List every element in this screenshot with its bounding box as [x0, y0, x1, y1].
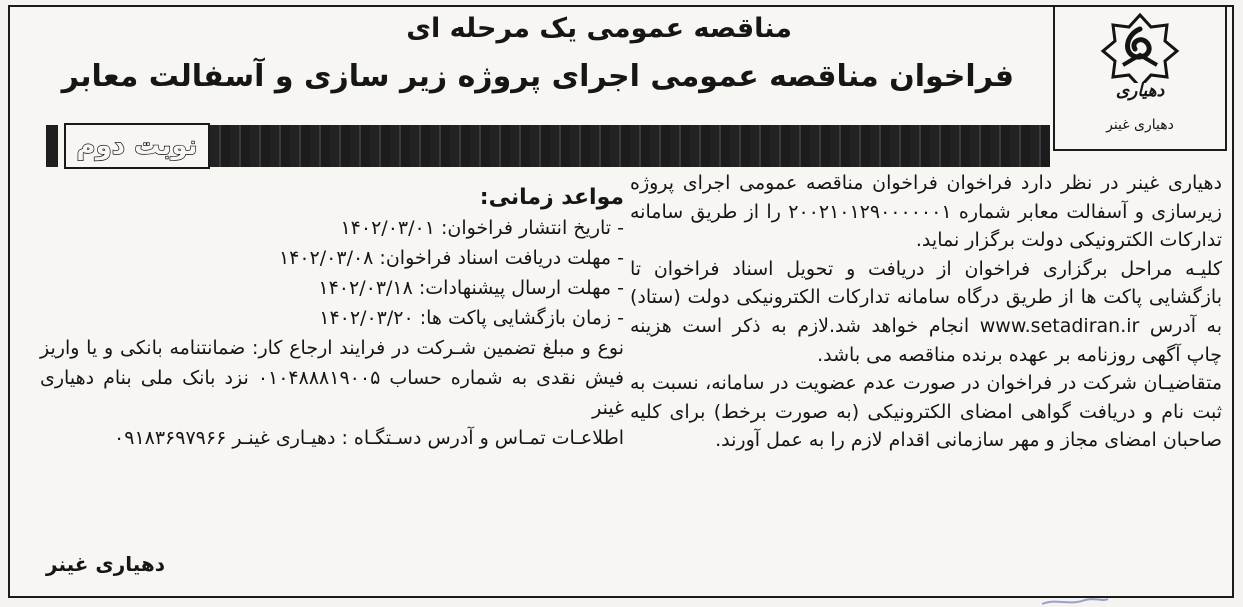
dehyari-emblem-icon: [1075, 11, 1205, 83]
round-badge: نوبت دوم: [64, 123, 210, 169]
announcement-frame: [8, 5, 1234, 598]
logo-wordmark: دهیاری: [1115, 81, 1165, 101]
schedule-item-document-deadline: - مهلت دریافت اسناد فراخوان: ۱۴۰۲/۰۳/۰۸: [278, 247, 624, 269]
decorative-band-end: [46, 125, 58, 167]
body-paragraph-2: کلیـه مراحل برگزاری فراخوان از دریافت و تحویل اسناد فراخوان تا بازگشایی پاکت ها از طریق درگاه سامانه تدارکات الکترونیکی دولت (ستاد) به آدرس www.setadiran.ir انجام خواهد شد.لازم به ذکر است هزینه چاپ آگهی روزنامه بر عهده برنده مناقصه می باشد.: [630, 257, 1222, 366]
title-line-2: فراخوان مناقصه عمومی اجرای پروژه زیر سازی و آسفالت معابر: [61, 59, 1014, 94]
schedule-section: [40, 183, 624, 453]
schedule-item-opening-date: - زمان بازگشایی پاکت ها: ۱۴۰۲/۰۳/۲۰: [319, 307, 624, 329]
logo-caption: دهیاری غینر: [1106, 117, 1174, 133]
schedule-item-publish-date: - تاریخ انتشار فراخوان: ۱۴۰۲/۰۳/۰۱: [340, 217, 624, 239]
guarantee-text: نوع و مبلغ تضمین شـرکت در فرایند ارجاع کار: ضمانتنامه بانکی و یا واریز فیش نقدی به شماره حساب ۰۱۰۴۸۸۸۱۹۰۰۵ نزد بانک ملی بنام دهیاری غینر: [40, 337, 625, 419]
schedule-item-bid-deadline: - مهلت ارسال پیشنهادات: ۱۴۰۲/۰۳/۱۸: [318, 277, 624, 299]
signature: دهیاری غینر: [46, 552, 166, 576]
logo-box: [1053, 7, 1227, 151]
ink-mark: [1040, 596, 1110, 607]
announcement-body: [630, 169, 1222, 455]
schedule-heading: مواعد زمانی:: [479, 185, 624, 210]
body-paragraph-1: دهیاری غینر در نظر دارد فراخوان فراخوان مناقصه عمومی اجرای پروژه زیرسازی و آسفالت معابر شماره ۲۰۰۲۱۰۱۲۹۰۰۰۰۰۰۱ را از طریق سامانه تدارکات الکترونیکی دولت برگزار نماید.: [630, 172, 1222, 252]
decorative-band: [210, 125, 1050, 167]
title-line-1: مناقصه عمومی یک مرحله ای: [406, 13, 792, 44]
body-paragraph-3: متقاضیـان شرکت در فراخوان در صورت عدم عضویت در سامانه، نسبت به ثبت نام و دریافت گواهی امضای الکترونیکی (به صورت برخط) برای کلیه صاحبان امضای مجاز و مهر سازمانی اقدام لازم را به عمل آورند.: [630, 372, 1222, 452]
contact-text: اطلاعـات تمـاس و آدرس دسـتگـاه : دهیـاری غینـر ۰۹۱۸۳۶۹۷۹۶۶: [114, 427, 624, 449]
